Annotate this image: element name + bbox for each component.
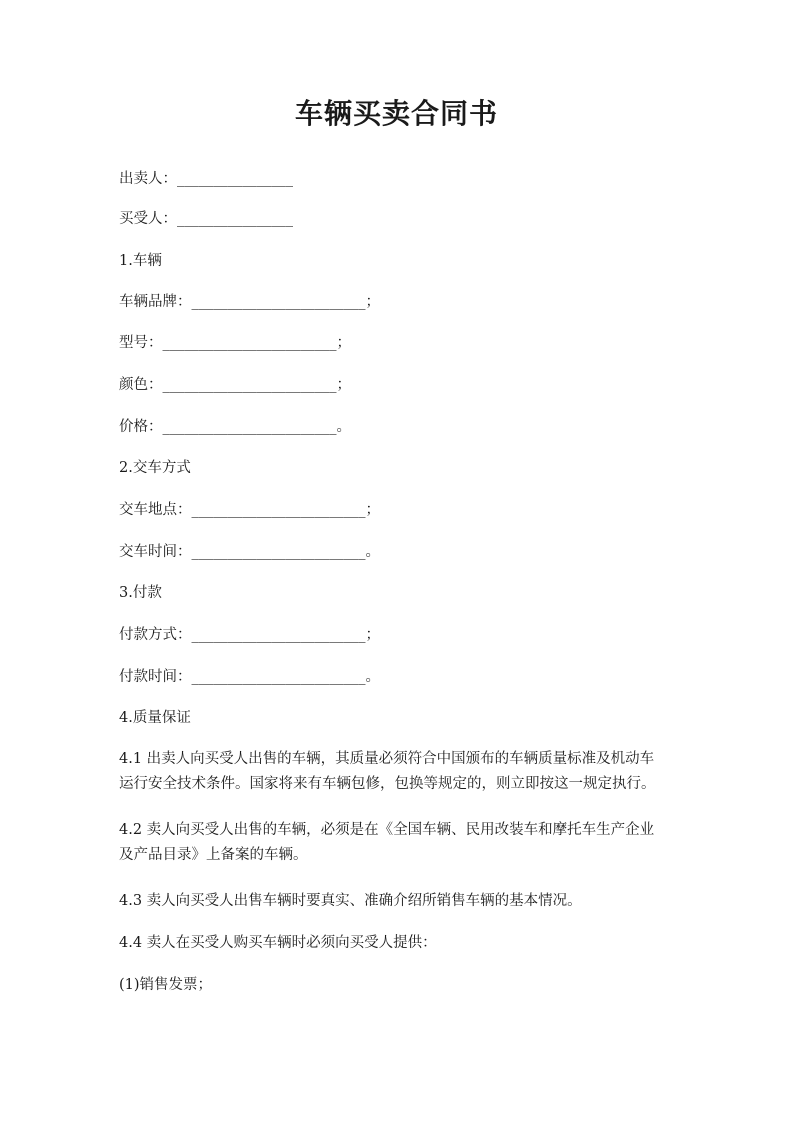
clause-4-4: 4.4 卖人在买受人购买车辆时必须向买受人提供： [119,935,437,951]
clause-4-1-line-2: 运行安全技术条件。国家将来有车辆包修，包换等规定的，则立即按这一规定执行。 [119,776,656,792]
section-1-heading: 1.车辆 [119,253,162,269]
buyer-line: 买受人：________________ [119,211,293,227]
clause-4-1-line-1: 4.1 出卖人向买受人出售的车辆，其质量必须符合中国颁布的车辆质量标准及机动车 [119,751,655,767]
delivery-time-line: 交车时间：________________________。 [119,544,380,560]
vehicle-brand-line: 车辆品牌：________________________； [119,294,380,310]
delivery-place-line: 交车地点：________________________； [119,502,380,518]
clause-4-2-line-1: 4.2 卖人向买受人出售的车辆，必须是在《全国车辆、民用改装车和摩托车生产企业 [119,822,655,838]
section-3-heading: 3.付款 [119,585,162,601]
section-2-heading: 2.交车方式 [119,460,191,476]
clause-4-1 [119,747,679,797]
contract-title: 车辆买卖合同书 [294,97,498,130]
section-4-heading: 4.质量保证 [119,710,191,726]
seller-line: 出卖人：________________ [119,171,293,187]
list-item-sales-invoice: (1)销售发票； [119,977,213,993]
vehicle-model-line: 型号：________________________； [119,335,351,351]
vehicle-color-line: 颜色：________________________； [119,377,351,393]
clause-4-2-line-2: 及产品目录》上备案的车辆。 [119,847,308,863]
clause-4-3: 4.3 卖人向买受人出售车辆时要真实、准确介绍所销售车辆的基本情况。 [119,893,582,909]
vehicle-price-line: 价格：________________________。 [119,419,351,435]
clause-4-2 [119,818,679,868]
payment-method-line: 付款方式：________________________； [119,627,380,643]
payment-time-line: 付款时间：________________________。 [119,669,380,685]
